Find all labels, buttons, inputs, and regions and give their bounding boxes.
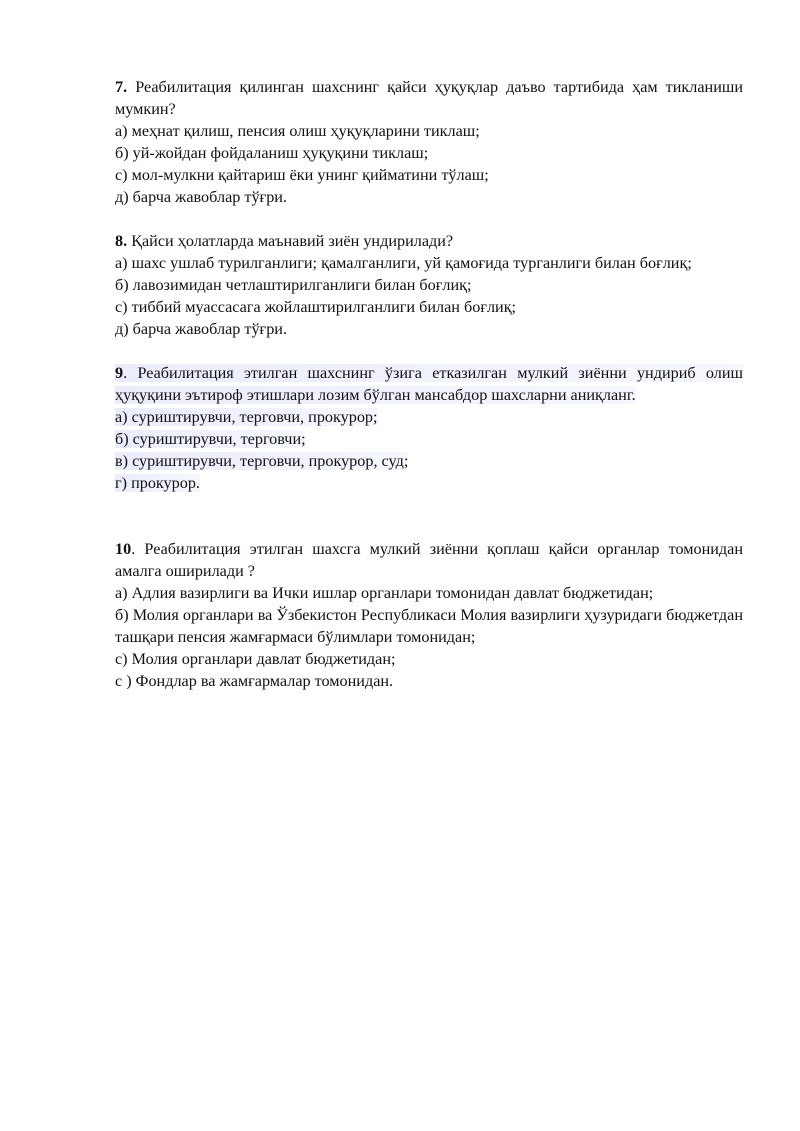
question-9 [115, 362, 743, 494]
answer-option-a: а) шахс ушлаб турилганлиги; қамалганлиги, уй қамоғида турганлиги билан боғлиқ; [115, 254, 692, 272]
answer-option-a-text: а) суриштирувчи, терговчи, прокурор; [115, 408, 378, 426]
question-stem [115, 538, 743, 582]
question-text: . Реабилитация этилган шахснинг ўзига етказилган мулкий зиённи ундириб олиш ҳуқуқини эътироф этишлари лозим бўлган мансабдор шахсларни аниқланг. [115, 364, 743, 404]
answer-option-b: б) Молия органлари ва Ўзбекистон Республикаси Молия вазирлиги ҳузуридаги бюджетдан ташқари пенсия жамғармаси бўлимлари томонидан; [115, 606, 743, 646]
answer-option-c2: с ) Фондлар ва жамғармалар томонидан. [115, 672, 394, 690]
answer-option-v-text: в) суриштирувчи, терговчи, прокурор, суд; [115, 452, 409, 470]
answer-option-g [115, 472, 743, 494]
question-number: 10 [115, 540, 132, 558]
answer-option-v [115, 450, 743, 472]
question-text: Қайси ҳолатларда маънавий зиён ундирилади? [127, 232, 454, 250]
answer-option-b-text: б) суриштирувчи, терговчи; [115, 430, 306, 448]
question-text: . Реабилитация этилган шахсга мулкий зиённи қоплаш қайси органлар томонидан амалга оширилади ? [115, 540, 743, 580]
answer-option-c: с) мол-мулкни қайтариш ёки унинг қийматини тўлаш; [115, 166, 489, 184]
answer-option-a: а) меҳнат қилиш, пенсия олиш ҳуқуқларини тиклаш; [115, 122, 480, 140]
question-stem [115, 362, 743, 406]
answer-option-g-text: г) прокурор. [115, 474, 200, 492]
question-number: 9 [115, 364, 124, 382]
question-7 [115, 76, 743, 208]
question-10 [115, 538, 743, 692]
question-stem [115, 76, 743, 120]
answer-option-a: а) Адлия вазирлиги ва Ички ишлар органлари томонидан давлат бюджетидан; [115, 584, 654, 602]
question-number: 8. [115, 232, 128, 250]
answer-option-d: д) барча жавоблар тўғри. [115, 320, 287, 338]
question-8 [115, 230, 743, 340]
answer-option-c: с) Молия органлари давлат бюджетидан; [115, 650, 396, 668]
question-number: 7. [115, 78, 128, 96]
question-text: Реабилитация қилинган шахснинг қайси ҳуқуқлар даъво тартибида ҳам тикланиши мумкин? [115, 78, 743, 118]
question-stem [115, 230, 743, 252]
answer-option-a [115, 406, 743, 428]
answer-option-c: с) тиббий муассасага жойлаштирилганлиги билан боғлиқ; [115, 298, 517, 316]
answer-option-b: б) уй-жойдан фойдаланиш ҳуқуқини тиклаш; [115, 144, 429, 162]
document-page [115, 76, 743, 692]
answer-option-d: д) барча жавоблар тўғри. [115, 188, 287, 206]
answer-option-b [115, 428, 743, 450]
answer-option-b: б) лавозимидан четлаштирилганлиги билан боғлиқ; [115, 276, 472, 294]
